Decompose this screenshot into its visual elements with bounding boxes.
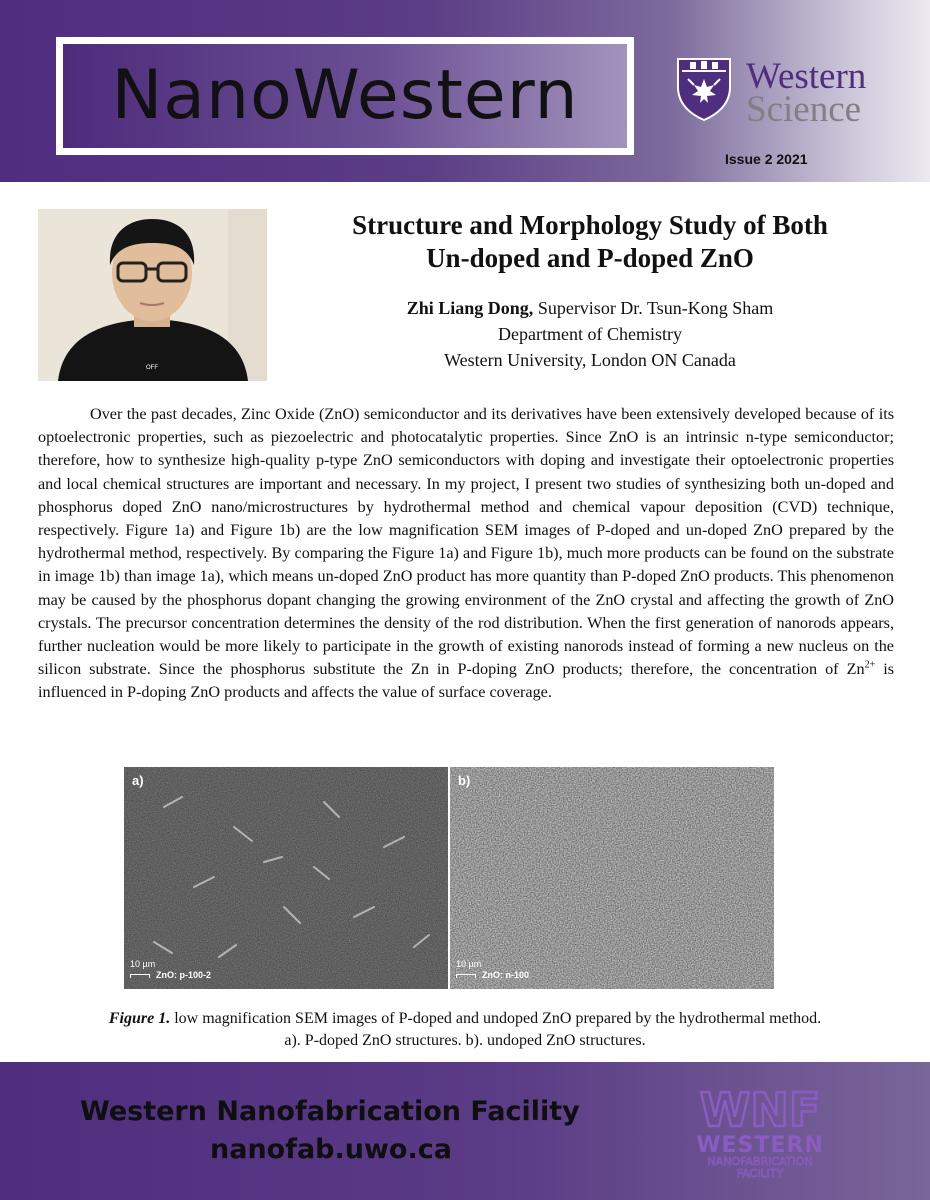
masthead-box (56, 37, 634, 155)
supervisor: Supervisor Dr. Tsun-Kong Sham (537, 298, 774, 318)
wnf-logo-mark: WNF (699, 1083, 821, 1137)
caption-line2: a). P-doped ZnO structures. b). undoped ZnO structures. (284, 1032, 646, 1049)
body-superscript: 2+ (864, 659, 876, 671)
western-science-logo (676, 55, 916, 130)
panel-b-label: b) (458, 773, 471, 788)
caption-line1 (40, 1008, 890, 1030)
masthead-inner (60, 41, 630, 151)
footer-url: nanofab.uwo.ca (210, 1134, 452, 1165)
panel-a-scale-text: 10 µm (130, 959, 156, 969)
wnf-logo (660, 1082, 860, 1182)
caption-text: low magnification SEM images of P-doped and undoped ZnO prepared by the hydrothermal method. (170, 1010, 822, 1027)
panel-b-sample: ZnO: n-100 (482, 970, 530, 980)
header-banner (0, 0, 930, 182)
sem-figure (124, 767, 774, 989)
scale-bar-icon (130, 974, 150, 978)
logo-word-science: Science (746, 89, 862, 130)
wnf-logo-word: WESTERN (696, 1133, 824, 1158)
figure-caption (40, 1008, 890, 1052)
wnf-logo-sub2: FACILITY (736, 1167, 784, 1180)
author-line (300, 295, 880, 321)
article-title-line1: Structure and Morphology Study of Both (352, 210, 828, 240)
panel-a-label: a) (132, 773, 144, 788)
panel-a-sample: ZnO: p-100-2 (156, 970, 212, 980)
article-byline (300, 295, 880, 373)
author-name: Zhi Liang Dong, (406, 298, 534, 318)
sem-image-b (450, 767, 774, 989)
masthead-title: NanoWestern (111, 56, 579, 135)
panel-b-scale (456, 959, 529, 981)
sem-panel-b (450, 767, 774, 989)
sem-panel-a (124, 767, 448, 989)
footer-facility: Western Nanofabrication Facility (80, 1096, 580, 1127)
department: Department of Chemistry (498, 324, 682, 344)
author-portrait-image (38, 209, 267, 381)
shirt-text: OFF (146, 365, 158, 371)
scale-bar-icon (456, 974, 476, 978)
panel-a-scale (130, 959, 211, 981)
issue-label: Issue 2 2021 (725, 151, 808, 167)
author-photo (38, 209, 267, 381)
body-main: Over the past decades, Zinc Oxide (ZnO) semiconductor and its derivatives have been extensively developed because of its optoelectronic properties, such as piezoelectric and photocatalytic properties. Since ZnO is an intrinsic n-type semiconductor; therefore, how to synthesize high-quality p-type ZnO semiconductors with doping and investigate their optoelectronic properties and local chemical structures are important and necessary. In my project, I present two studies of synthesizing both un-doped and phosphorus doped ZnO nano/microstructures by hydrothermal method and chemical vapour deposition (CVD) technique, respectively. Figure 1a) and Figure 1b) are the low magnification SEM images of P-doped and un-doped ZnO prepared by the hydrothermal method, respectively. By comparing the Figure 1a) and Figure 1b), much more products can be found on the substrate in image 1b) than image 1a), which means un-doped ZnO product has more quantity than P-doped ZnO products. This phenomenon may be caused by the phosphorus dopant changing the growing environment of the ZnO crystal and affecting the growth of ZnO crystals. The precursor concentration determines the density of the rod distribution. When the first generation of nanorods appears, further nucleation would be more likely to participate in the growth of existing nanorods instead of forming a new nucleus on the silicon substrate. Since the phosphorus substitute the Zn in P-doping ZnO products; therefore, the concentration of Zn (38, 405, 894, 679)
body-end: is influenced in P-doping ZnO products and affects the value of surface coverage. (38, 660, 894, 702)
footer-banner (0, 1062, 930, 1200)
sem-image-a (124, 767, 448, 989)
caption-label: Figure 1. (108, 1010, 171, 1027)
affiliation: Western University, London ON Canada (444, 350, 736, 370)
wnf-logo-sub1: NANOFABRICATION (707, 1155, 813, 1168)
article-body (38, 403, 894, 705)
panel-b-scale-text: 10 µm (456, 959, 482, 969)
western-shield-icon (676, 57, 732, 121)
article-title (300, 209, 880, 275)
article-title-line2: Un-doped and P-doped ZnO (426, 243, 754, 273)
logo-word-western: Western (746, 56, 867, 97)
